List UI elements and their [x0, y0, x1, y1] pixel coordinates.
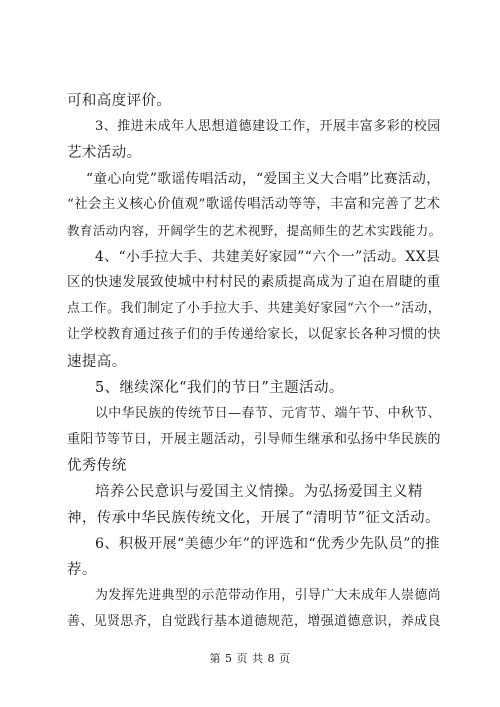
text-line: 艺术活动。 — [67, 145, 142, 161]
text-line: 以中华民族的传统节日—春节、元宵节、端午节、中秋节、 — [95, 406, 441, 421]
text-line: 优秀传统 — [67, 458, 127, 474]
text-line: 培养公民意识与爱国主义情操。为弘扬爱国主义精 — [95, 484, 423, 500]
text-line: 4、“小手拉大手、共建美好家园”“六个一”活动。XX县 — [95, 249, 441, 265]
text-line: 为发挥先进典型的示范带动作用，引导广大未成年人崇德尚 — [95, 588, 441, 603]
text-line: 5、继续深化“我们的节日”主题活动。 — [95, 380, 344, 396]
text-line: 重阳节等节日，开展主题活动，引导师生继承和弘扬中华民族的 — [67, 432, 441, 447]
text-line: 3、推进未成年人思想道德建设工作，开展丰富多彩的校园 — [95, 119, 441, 134]
text-line: 速提高。 — [67, 354, 127, 370]
text-line: 善、见贤思齐，自觉践行基本道德规范，增强道德意识，养成良 — [67, 614, 441, 629]
text-line: 可和高度评价。 — [67, 93, 172, 109]
text-line: 6、积极开展“美德少年”的评选和“优秀少先队员”的推 — [95, 536, 440, 552]
text-line: 荐。 — [67, 562, 97, 578]
text-line: 让学校教育通过孩子们的手传递给家长，以促家长各种习惯的快 — [67, 327, 441, 342]
text-line: 教育活动内容，开阔学生的艺术视野，提高师生的艺术实践能力。 — [67, 223, 442, 238]
text-line: “社会主义核心价值观”歌谣传唱活动等等，丰富和完善了艺术 — [67, 197, 441, 212]
text-line: 区的快速发展致使城中村村民的素质提高成为了迫在眉睫的重 — [67, 275, 441, 290]
text-line: 点工作。我们制定了小手拉大手、共建美好家园“六个一”活动， — [67, 301, 442, 316]
text-line: “童心向党”歌谣传唱活动，“爱国主义大合唱”比赛活动， — [86, 171, 441, 187]
text-line: 神，传承中华民族传统文化，开展了“清明节”征文活动。 — [67, 510, 440, 526]
page-footer: 第 5 页 共 8 页 — [209, 652, 291, 665]
